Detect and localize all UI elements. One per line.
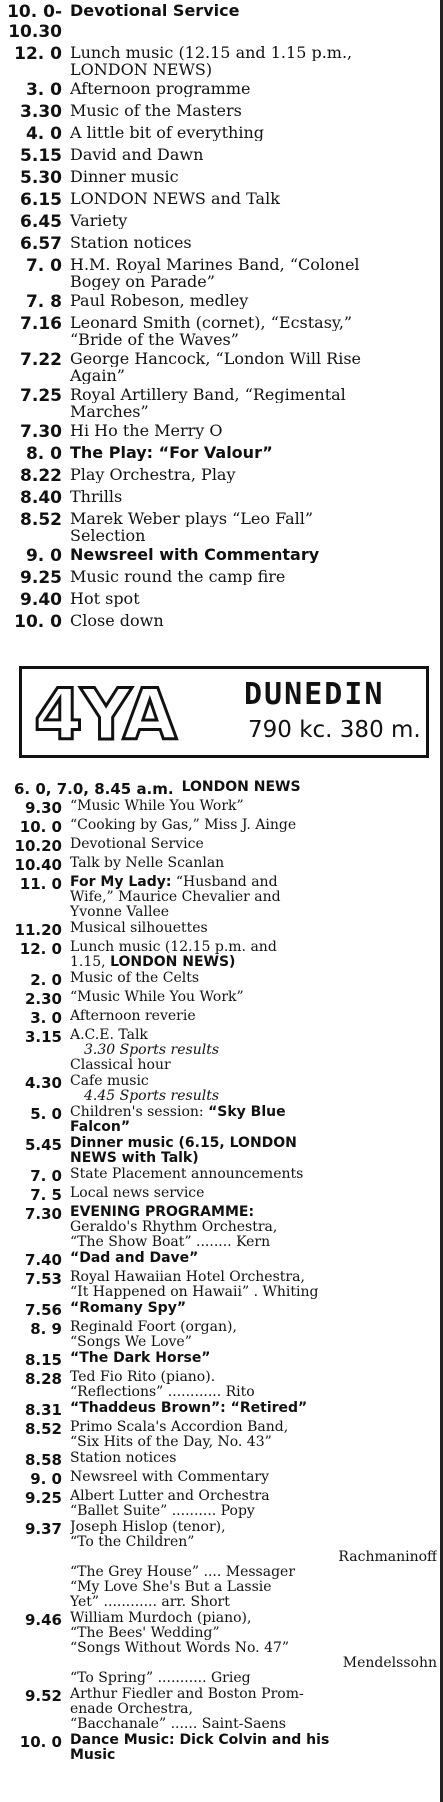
programme-line: A.C.E. Talk — [70, 1028, 148, 1043]
programme-line: “Reflections” ............ Rito — [70, 1385, 255, 1400]
programme-line: LONDON NEWS — [181, 780, 301, 795]
programme-description — [70, 102, 443, 119]
programme-line-part: “Husband and — [171, 875, 278, 890]
programme-entry — [0, 1320, 443, 1350]
programme-entry — [0, 1370, 443, 1400]
programme-line: “To Spring” ........... Grieg — [70, 1671, 251, 1686]
programme-description — [70, 1451, 443, 1466]
programme-entry — [0, 799, 443, 817]
programme-line: State Placement announcements — [70, 1167, 304, 1182]
programme-description — [70, 124, 443, 141]
programme-entry — [0, 780, 443, 798]
programme-time: 8.31 — [24, 1401, 62, 1419]
programme-description — [70, 1611, 443, 1686]
programme-entry — [0, 990, 443, 1008]
station-frequency: 790 kc. 380 m. — [248, 717, 421, 743]
programme-line: H.M. Royal Marines Band, “Colonel — [70, 256, 360, 273]
programme-line: Yet” ............ arr. Short — [70, 1595, 230, 1610]
programme-entry — [0, 1074, 443, 1104]
programme-time: 3.30 — [20, 102, 62, 122]
programme-line: Station notices — [70, 234, 192, 251]
programme-line-part: “Sky Blue — [208, 1105, 286, 1120]
programme-line: Albert Lutter and Orchestra — [70, 1489, 270, 1504]
programme-description — [70, 856, 443, 871]
programme-time: 8.28 — [24, 1370, 62, 1388]
programme-line: “My Love She's But a Lassie — [70, 1580, 272, 1595]
programme-time: 8.15 — [24, 1351, 62, 1369]
programme-entry — [0, 488, 443, 508]
programme-description — [70, 1401, 443, 1416]
programme-description — [70, 1520, 443, 1610]
programme-entry — [0, 1136, 443, 1166]
programme-entry — [0, 940, 443, 970]
programme-time: 10. 0 — [19, 818, 62, 836]
programme-description — [70, 350, 443, 384]
programme-description — [70, 1687, 443, 1732]
programme-entry — [0, 2, 443, 42]
programme-line: Joseph Hislop (tenor), — [70, 1520, 226, 1535]
programme-line: Primo Scala's Accordion Band, — [70, 1420, 289, 1435]
programme-description — [70, 1351, 443, 1366]
programme-line: “Ballet Suite” .......... Popy — [70, 1504, 255, 1519]
programme-line: Dinner music (6.15, LONDON — [70, 1136, 297, 1151]
programme-time: 7. 8 — [25, 292, 62, 312]
programme-line — [70, 1105, 437, 1120]
programme-entry — [0, 1470, 443, 1488]
programme-line-part: 1.15, — [70, 955, 111, 970]
programme-description — [70, 837, 443, 852]
programme-time: 6.45 — [20, 212, 62, 232]
programme-time: 7.30 — [20, 422, 62, 442]
programme-entry — [0, 386, 443, 420]
programme-line: “It Happened on Hawaii” . Whiting — [70, 1285, 319, 1300]
programme-line-part: LONDON NEWS) — [110, 955, 236, 970]
programme-entry — [0, 1301, 443, 1319]
programme-line: The Play: “For Valour” — [70, 444, 273, 461]
programme-time: 8.58 — [24, 1451, 62, 1469]
programme-time: 4. 0 — [25, 124, 62, 144]
programme-line: Dinner music — [70, 168, 179, 185]
programme-line: Variety — [70, 212, 128, 229]
programme-entry — [0, 80, 443, 100]
programme-description — [70, 168, 443, 185]
programme-time: 4.30 — [24, 1074, 62, 1092]
programme-line: Hi Ho the Merry O — [70, 422, 223, 439]
programme-time: 9.46 — [24, 1611, 62, 1629]
programme-line: “Bacchanale” ...... Saint-Saens — [70, 1717, 286, 1732]
programme-line: “Romany Spy” — [70, 1301, 187, 1316]
programme-line: 4.45 Sports results — [84, 1089, 220, 1104]
programme-entry — [0, 568, 443, 588]
programme-description — [70, 1301, 443, 1316]
programme-time: 10. 0 — [19, 1733, 62, 1751]
programme-description — [70, 875, 443, 920]
programme-description — [70, 256, 443, 290]
programme-entry — [0, 612, 443, 632]
programme-line: George Hancock, “London Will Rise — [70, 350, 361, 367]
programme-line — [70, 875, 437, 890]
programme-entry — [0, 1687, 443, 1732]
programme-entry — [0, 510, 443, 544]
programme-line: Devotional Service — [70, 2, 240, 19]
programme-time: 6.15 — [20, 190, 62, 210]
programme-time: 5.45 — [24, 1136, 62, 1154]
programme-entry — [0, 1205, 443, 1250]
programme-line: “The Dark Horse” — [70, 1351, 211, 1366]
programme-line-part: For My Lady: — [70, 875, 172, 890]
programme-description — [70, 146, 443, 163]
programme-description — [70, 510, 443, 544]
programme-line — [70, 955, 437, 970]
programme-line: Musical silhouettes — [70, 921, 208, 936]
programme-time: 6.57 — [20, 234, 62, 254]
programme-line: Reginald Foort (organ), — [70, 1320, 237, 1335]
programme-line: Yvonne Vallee — [70, 905, 170, 920]
programme-line: Marek Weber plays “Leo Fall” — [70, 510, 314, 527]
programme-time: 3.15 — [24, 1028, 62, 1046]
programme-entry — [0, 590, 443, 610]
programme-entry — [0, 1270, 443, 1300]
programme-description — [70, 1470, 443, 1485]
programme-time: 7.22 — [20, 350, 62, 370]
programme-entry — [0, 124, 443, 144]
programme-description — [70, 212, 443, 229]
programme-description — [70, 80, 443, 97]
programme-line: Falcon” — [70, 1120, 131, 1135]
programme-time: 2.30 — [24, 990, 62, 1008]
programme-entry — [0, 314, 443, 348]
programme-line: Classical hour — [70, 1058, 171, 1073]
programme-description — [70, 612, 443, 629]
programme-line: “Bride of the Waves” — [70, 331, 239, 348]
programme-description — [70, 1105, 443, 1135]
programme-entry — [0, 102, 443, 122]
programme-line: Mendelssohn — [342, 1656, 437, 1671]
programme-entry — [0, 1733, 443, 1763]
programme-description — [70, 190, 443, 207]
programme-entry — [0, 44, 443, 78]
programme-description — [70, 1136, 443, 1166]
programme-line: David and Dawn — [70, 146, 204, 163]
programme-time: 11. 0 — [19, 875, 62, 893]
programme-entry — [0, 256, 443, 290]
programme-description — [70, 1420, 443, 1450]
programme-time: 7. 0 — [30, 1167, 62, 1185]
programme-line: A little bit of everything — [70, 124, 264, 141]
programme-time: 10.40 — [14, 856, 62, 874]
programme-line: “Music While You Work” — [70, 990, 244, 1005]
programme-entry — [0, 1520, 443, 1610]
programme-entry — [0, 1489, 443, 1519]
programme-line: Again” — [70, 367, 125, 384]
programme-time: 2. 0 — [30, 971, 62, 989]
programme-line: Music of the Masters — [70, 102, 242, 119]
programme-line: Bogey on Parade” — [70, 273, 215, 290]
programme-time: 12. 0 — [14, 44, 62, 64]
programme-line: Hot spot — [70, 590, 140, 607]
programme-entry — [0, 212, 443, 232]
programme-line: “Cooking by Gas,” Miss J. Ainge — [70, 818, 297, 833]
programme-description — [70, 2, 443, 19]
programme-time: 9.40 — [20, 590, 62, 610]
programme-line: NEWS with Talk) — [70, 1151, 199, 1166]
programme-line: Wife,” Maurice Chevalier and — [70, 890, 281, 905]
programme-line: “The Bees' Wedding” — [70, 1626, 220, 1641]
programme-description — [70, 1489, 443, 1519]
programme-line: Leonard Smith (cornet), “Ecstasy,” — [70, 314, 353, 331]
programme-line: Newsreel with Commentary — [70, 546, 320, 563]
programme-entry — [0, 1028, 443, 1073]
programme-time: 8. 0 — [25, 444, 62, 464]
programme-line: LONDON NEWS and Talk — [70, 190, 280, 207]
programme-time: 5.15 — [20, 146, 62, 166]
programme-description — [70, 1251, 443, 1266]
programme-line: William Murdoch (piano), — [70, 1611, 252, 1626]
programme-description — [70, 1370, 443, 1400]
programme-time: 8.22 — [20, 466, 62, 486]
programme-description — [70, 1270, 443, 1300]
programme-line: Devotional Service — [70, 837, 204, 852]
programme-list-bottom — [0, 780, 443, 1764]
programme-entry — [0, 546, 443, 566]
programme-line: “Songs Without Words No. 47” — [70, 1641, 290, 1656]
programme-line: Royal Artillery Band, “Regimental — [70, 386, 346, 403]
station-banner — [19, 666, 429, 758]
programme-entry — [0, 422, 443, 442]
programme-line: “Dad and Dave” — [70, 1251, 199, 1266]
programme-description — [70, 1186, 443, 1201]
programme-description — [70, 314, 443, 348]
programme-description — [70, 568, 443, 585]
programme-entry — [0, 921, 443, 939]
programme-entry — [0, 1251, 443, 1269]
programme-time: 7.25 — [20, 386, 62, 406]
programme-line: Thrills — [70, 488, 123, 505]
programme-description — [70, 1167, 443, 1182]
programme-line: Afternoon reverie — [70, 1009, 196, 1024]
programme-entry — [0, 466, 443, 486]
programme-time: 8.40 — [20, 488, 62, 508]
programme-description — [70, 1074, 443, 1104]
programme-description — [70, 546, 443, 563]
programme-time: 7. 0 — [25, 256, 62, 276]
programme-line: Station notices — [70, 1451, 177, 1466]
programme-description — [70, 444, 443, 461]
programme-line: “Music While You Work” — [70, 799, 244, 814]
programme-entry — [0, 1420, 443, 1450]
programme-line: Afternoon programme — [70, 80, 251, 97]
programme-entry — [0, 818, 443, 836]
programme-time: 7. 5 — [30, 1186, 62, 1204]
programme-time: 5. 0 — [30, 1105, 62, 1123]
programme-time: 10. 0-10.30 — [7, 2, 62, 42]
programme-description — [70, 990, 443, 1005]
programme-time: 12. 0 — [19, 940, 62, 958]
programme-line: enade Orchestra, — [70, 1702, 193, 1717]
programme-line: Music — [70, 1748, 116, 1763]
programme-time: 9.37 — [24, 1520, 62, 1538]
programme-description — [70, 234, 443, 251]
programme-description — [70, 971, 443, 986]
programme-time: 9.25 — [24, 1489, 62, 1507]
programme-time: 3. 0 — [30, 1009, 62, 1027]
programme-entry — [0, 350, 443, 384]
programme-line: 3.30 Sports results — [84, 1043, 220, 1058]
programme-entry — [0, 1351, 443, 1369]
programme-line: Lunch music (12.15 and 1.15 p.m., — [70, 44, 353, 61]
station-city: DUNEDIN — [244, 677, 385, 712]
programme-time: 10. 0 — [14, 612, 62, 632]
programme-line: “Thaddeus Brown”: “Retired” — [70, 1401, 308, 1416]
programme-line: EVENING PROGRAMME: — [70, 1205, 255, 1220]
programme-time: 7.30 — [24, 1205, 62, 1223]
programme-time: 8.52 — [24, 1420, 62, 1438]
programme-time: 7.16 — [20, 314, 62, 334]
programme-entry — [0, 190, 443, 210]
svg-text:4YA: 4YA — [34, 675, 175, 749]
programme-description — [70, 799, 443, 814]
programme-entry — [0, 1009, 443, 1027]
programme-time: 5.30 — [20, 168, 62, 188]
programme-description — [70, 466, 443, 483]
programme-time: 3. 0 — [25, 80, 62, 100]
programme-time: 9.30 — [24, 799, 62, 817]
programme-line-part: Children's session: — [70, 1105, 209, 1120]
programme-line: Selection — [70, 527, 146, 544]
programme-line: “The Grey House” .... Messager — [70, 1565, 296, 1580]
programme-line: Cafe music — [70, 1074, 149, 1089]
programme-line: Paul Robeson, medley — [70, 292, 249, 309]
programme-description — [70, 386, 443, 420]
programme-entry — [0, 971, 443, 989]
programme-line: Geraldo's Rhythm Orchestra, — [70, 1220, 278, 1235]
programme-list-top — [0, 2, 443, 634]
programme-description — [70, 590, 443, 607]
programme-description — [182, 780, 443, 795]
programme-description — [70, 921, 443, 936]
programme-description — [70, 488, 443, 505]
programme-line: Newsreel with Commentary — [70, 1470, 270, 1485]
programme-line: “To the Children” — [70, 1535, 195, 1550]
programme-time: 10.20 — [14, 837, 62, 855]
programme-description — [70, 1320, 443, 1350]
programme-time: 9.25 — [20, 568, 62, 588]
programme-entry — [0, 856, 443, 874]
programme-description — [70, 44, 443, 78]
programme-entry — [0, 1167, 443, 1185]
programme-line: “Songs We Love” — [70, 1335, 192, 1350]
programme-time: 9. 0 — [25, 546, 62, 566]
programme-line: Talk by Nelle Scanlan — [70, 856, 225, 871]
station-logo — [30, 675, 230, 749]
programme-line: Music of the Celts — [70, 971, 200, 986]
programme-line: Local news service — [70, 1186, 205, 1201]
programme-line: Music round the camp fire — [70, 568, 286, 585]
programme-line: Rachmaninoff — [338, 1550, 437, 1565]
programme-description — [70, 1733, 443, 1763]
programme-entry — [0, 1451, 443, 1469]
programme-description — [70, 940, 443, 970]
programme-line: Arthur Fiedler and Boston Prom- — [70, 1687, 304, 1702]
programme-entry — [0, 1186, 443, 1204]
programme-line: Close down — [70, 612, 164, 629]
programme-time: 7.40 — [24, 1251, 62, 1269]
programme-entry — [0, 875, 443, 920]
programme-entry — [0, 168, 443, 188]
programme-time: 8.52 — [20, 510, 62, 530]
programme-time: 6. 0, 7.0, 8.45 a.m. — [14, 780, 174, 798]
programme-line: Play Orchestra, Play — [70, 466, 236, 483]
programme-entry — [0, 146, 443, 166]
programme-description — [70, 1205, 443, 1250]
programme-time: 7.56 — [24, 1301, 62, 1319]
programme-time: 11.20 — [14, 921, 62, 939]
programme-entry — [0, 1401, 443, 1419]
programme-entry — [0, 234, 443, 254]
programme-line: LONDON NEWS) — [70, 61, 213, 78]
programme-time: 8. 9 — [30, 1320, 62, 1338]
programme-entry — [0, 837, 443, 855]
programme-time: 9.52 — [24, 1687, 62, 1705]
programme-description — [70, 1028, 443, 1073]
programme-description — [70, 292, 443, 309]
programme-description — [70, 818, 443, 833]
programme-time: 7.53 — [24, 1270, 62, 1288]
programme-line: “The Show Boat” ........ Kern — [70, 1235, 271, 1250]
programme-entry — [0, 292, 443, 312]
programme-entry — [0, 444, 443, 464]
programme-line: Royal Hawaiian Hotel Orchestra, — [70, 1270, 305, 1285]
programme-line: Lunch music (12.15 p.m. and — [70, 940, 277, 955]
programme-line: Marches” — [70, 403, 149, 420]
programme-time: 9. 0 — [30, 1470, 62, 1488]
programme-line: Ted Fio Rito (piano). — [70, 1370, 216, 1385]
programme-line: Dance Music: Dick Colvin and his — [70, 1733, 330, 1748]
programme-description — [70, 1009, 443, 1024]
programme-line: “Six Hits of the Day, No. 43” — [70, 1435, 272, 1450]
programme-description — [70, 422, 443, 439]
programme-entry — [0, 1105, 443, 1135]
programme-entry — [0, 1611, 443, 1686]
